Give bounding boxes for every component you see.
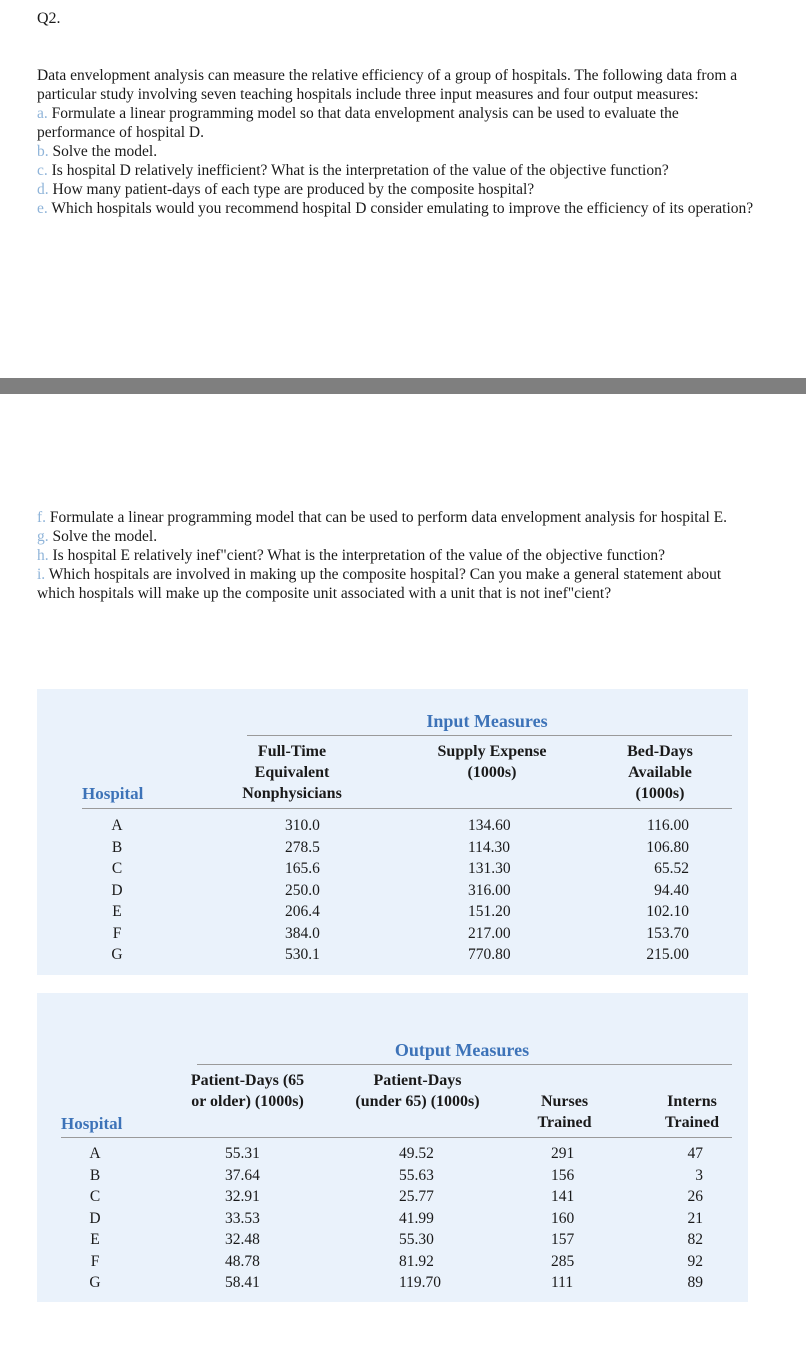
output-header-rule (61, 1137, 732, 1138)
part-b-label: b. (37, 143, 49, 160)
part-f-text: Formulate a linear programming model that can be used to perform data envelopment analysis for hospital E. (49, 509, 727, 526)
output-measures-table (37, 993, 748, 1302)
table-cell: 3 (695, 1166, 703, 1184)
part-d-item (37, 181, 534, 198)
table-cell: 156 (551, 1166, 575, 1184)
table-cell: G (89, 1274, 101, 1291)
table-cell: 278.5 (285, 838, 320, 856)
table-cell: 92 (687, 1252, 703, 1270)
part-e-text: Which hospitals would you recommend hospital D consider emulating to improve the efficiency of its operation? (51, 200, 754, 217)
output-hospital-header: Hospital (61, 1114, 123, 1133)
patient-days-under-65-header: Patient-Days (under 65) (1000s) (355, 1072, 480, 1110)
table-cell: 285 (551, 1252, 575, 1270)
table-cell: 32.48 (225, 1231, 260, 1248)
output-measures-title: Output Measures (394, 1040, 530, 1060)
part-c-item (37, 162, 669, 179)
table-cell: 250.0 (285, 881, 320, 899)
output-title-rule (197, 1064, 732, 1065)
table-cell: A (89, 1145, 101, 1162)
table-cell: 47 (687, 1145, 703, 1162)
part-d-text: How many patient-days of each type are produced by the composite hospital? (52, 181, 535, 198)
table-cell: 82 (687, 1231, 703, 1248)
table-cell: 21 (687, 1209, 703, 1227)
table-cell: E (90, 1231, 100, 1248)
table-cell: 106.80 (646, 838, 689, 856)
table-cell: 116.00 (646, 817, 689, 834)
patient-days-65-older-header: Patient-Days (65 or older) (1000s) (190, 1072, 305, 1110)
fte-nonphysicians-column (285, 815, 365, 966)
table-cell: 32.91 (225, 1188, 260, 1205)
part-g-label: g. (37, 528, 49, 545)
table-cell: B (111, 838, 123, 856)
table-cell: 384.0 (285, 924, 320, 942)
table-cell: 111 (551, 1274, 574, 1291)
table-cell: 114.30 (468, 838, 511, 856)
part-g-item (37, 528, 157, 545)
input-header-rule (82, 808, 732, 809)
table-cell: 55.30 (399, 1231, 434, 1248)
bed-days-header: Bed-Days Available (1000s) (627, 743, 693, 802)
table-cell: 770.80 (468, 946, 511, 963)
part-e-label: e. (37, 200, 48, 217)
table-cell: B (89, 1166, 101, 1184)
table-cell: 49.52 (399, 1145, 434, 1162)
table-cell: A (111, 817, 123, 834)
table-cell: 89 (687, 1274, 703, 1291)
bed-days-column (607, 815, 689, 966)
output-hospital-column (75, 1143, 115, 1294)
part2-paragraph (37, 508, 757, 603)
table-cell: 81.92 (399, 1252, 434, 1270)
table-cell: 65.52 (654, 860, 689, 877)
part-h-label: h. (37, 547, 49, 564)
part-g-text: Solve the model. (52, 528, 158, 545)
table-cell: 291 (551, 1145, 575, 1162)
table-cell: 41.99 (399, 1209, 434, 1227)
table-cell: E (112, 903, 122, 920)
input-measures-title: Input Measures (426, 711, 548, 731)
nurses-trained-column (551, 1143, 601, 1294)
table-cell: 94.40 (654, 881, 689, 899)
table-cell: 25.77 (399, 1188, 434, 1205)
part-f-item (37, 509, 727, 526)
part-a-item (37, 105, 679, 141)
patient-days-under-65-column (399, 1143, 479, 1294)
table-cell: 151.20 (468, 903, 511, 920)
table-cell: 310.0 (285, 817, 320, 834)
intro-paragraph (37, 66, 757, 218)
table-cell: 48.78 (225, 1252, 260, 1270)
table-cell: C (111, 860, 123, 877)
part-a-text: Formulate a linear programming model so that data envelopment analysis can be used to evaluate the performance of hospital D. (37, 105, 679, 141)
table-cell: 55.31 (225, 1145, 260, 1162)
input-title-rule (247, 735, 732, 736)
table-cell: 530.1 (285, 946, 320, 963)
table-cell: 316.00 (468, 881, 511, 899)
table-cell: C (89, 1188, 101, 1205)
part-i-label: i. (37, 566, 46, 583)
table-cell: 55.63 (399, 1166, 434, 1184)
supply-expense-column (468, 815, 548, 966)
part-b-text: Solve the model. (52, 143, 158, 160)
part-i-item (37, 566, 721, 602)
part-f-label: f. (37, 509, 47, 526)
table-cell: 119.70 (399, 1274, 442, 1291)
table-cell: 215.00 (646, 946, 689, 963)
table-cell: 141 (551, 1188, 575, 1205)
table-cell: 206.4 (285, 903, 320, 920)
fte-nonphysicians-header: Full-Time Equivalent Nonphysicians (242, 743, 342, 802)
part-d-label: d. (37, 181, 49, 198)
patient-days-65-older-column (225, 1143, 295, 1294)
table-cell: 131.30 (468, 860, 511, 877)
table-cell: 26 (687, 1188, 703, 1205)
part-c-text: Is hospital D relatively inefficient? What is the interpretation of the value of the objective function? (51, 162, 669, 179)
table-cell: F (112, 924, 122, 942)
input-hospital-header: Hospital (82, 784, 144, 803)
interns-trained-column (663, 1143, 703, 1294)
section-divider (0, 378, 806, 394)
intro-text: Data envelopment analysis can measure the relative efficiency of a group of hospitals. The following data from a particular study involving seven teaching hospitals include three input measures and four output measures: (37, 67, 738, 103)
part-e-item (37, 200, 753, 217)
table-cell: 160 (551, 1209, 575, 1227)
table-cell: G (111, 946, 123, 963)
input-measures-table (37, 689, 748, 975)
table-cell: 58.41 (225, 1274, 260, 1291)
table-cell: 157 (551, 1231, 575, 1248)
table-cell: 165.6 (285, 860, 320, 877)
table-cell: 33.53 (225, 1209, 260, 1227)
part-h-text: Is hospital E relatively inef"cient? What is the interpretation of the value of the objective function? (52, 547, 665, 564)
table-cell: 153.70 (646, 924, 689, 942)
part-h-item (37, 547, 665, 564)
table-cell: 37.64 (225, 1166, 260, 1184)
supply-expense-header: Supply Expense (1000s) (437, 743, 547, 781)
part-b-item (37, 143, 157, 160)
nurses-trained-header: Nurses Trained (537, 1093, 592, 1131)
table-cell: 134.60 (468, 817, 511, 834)
part-a-label: a. (37, 105, 48, 122)
table-cell: D (111, 881, 123, 899)
part-i-text: Which hospitals are involved in making up the composite hospital? Can you make a general statement about which hospitals will make up the composite unit associated with a unit that is not inef"cient? (37, 566, 722, 602)
table-cell: 102.10 (646, 903, 689, 920)
table-cell: F (90, 1252, 100, 1270)
table-cell: D (89, 1209, 101, 1227)
input-hospital-column (97, 815, 137, 966)
part-c-label: c. (37, 162, 48, 179)
interns-trained-header: Interns Trained (665, 1093, 719, 1131)
question-title: Q2. (37, 10, 61, 27)
table-cell: 217.00 (468, 924, 511, 942)
